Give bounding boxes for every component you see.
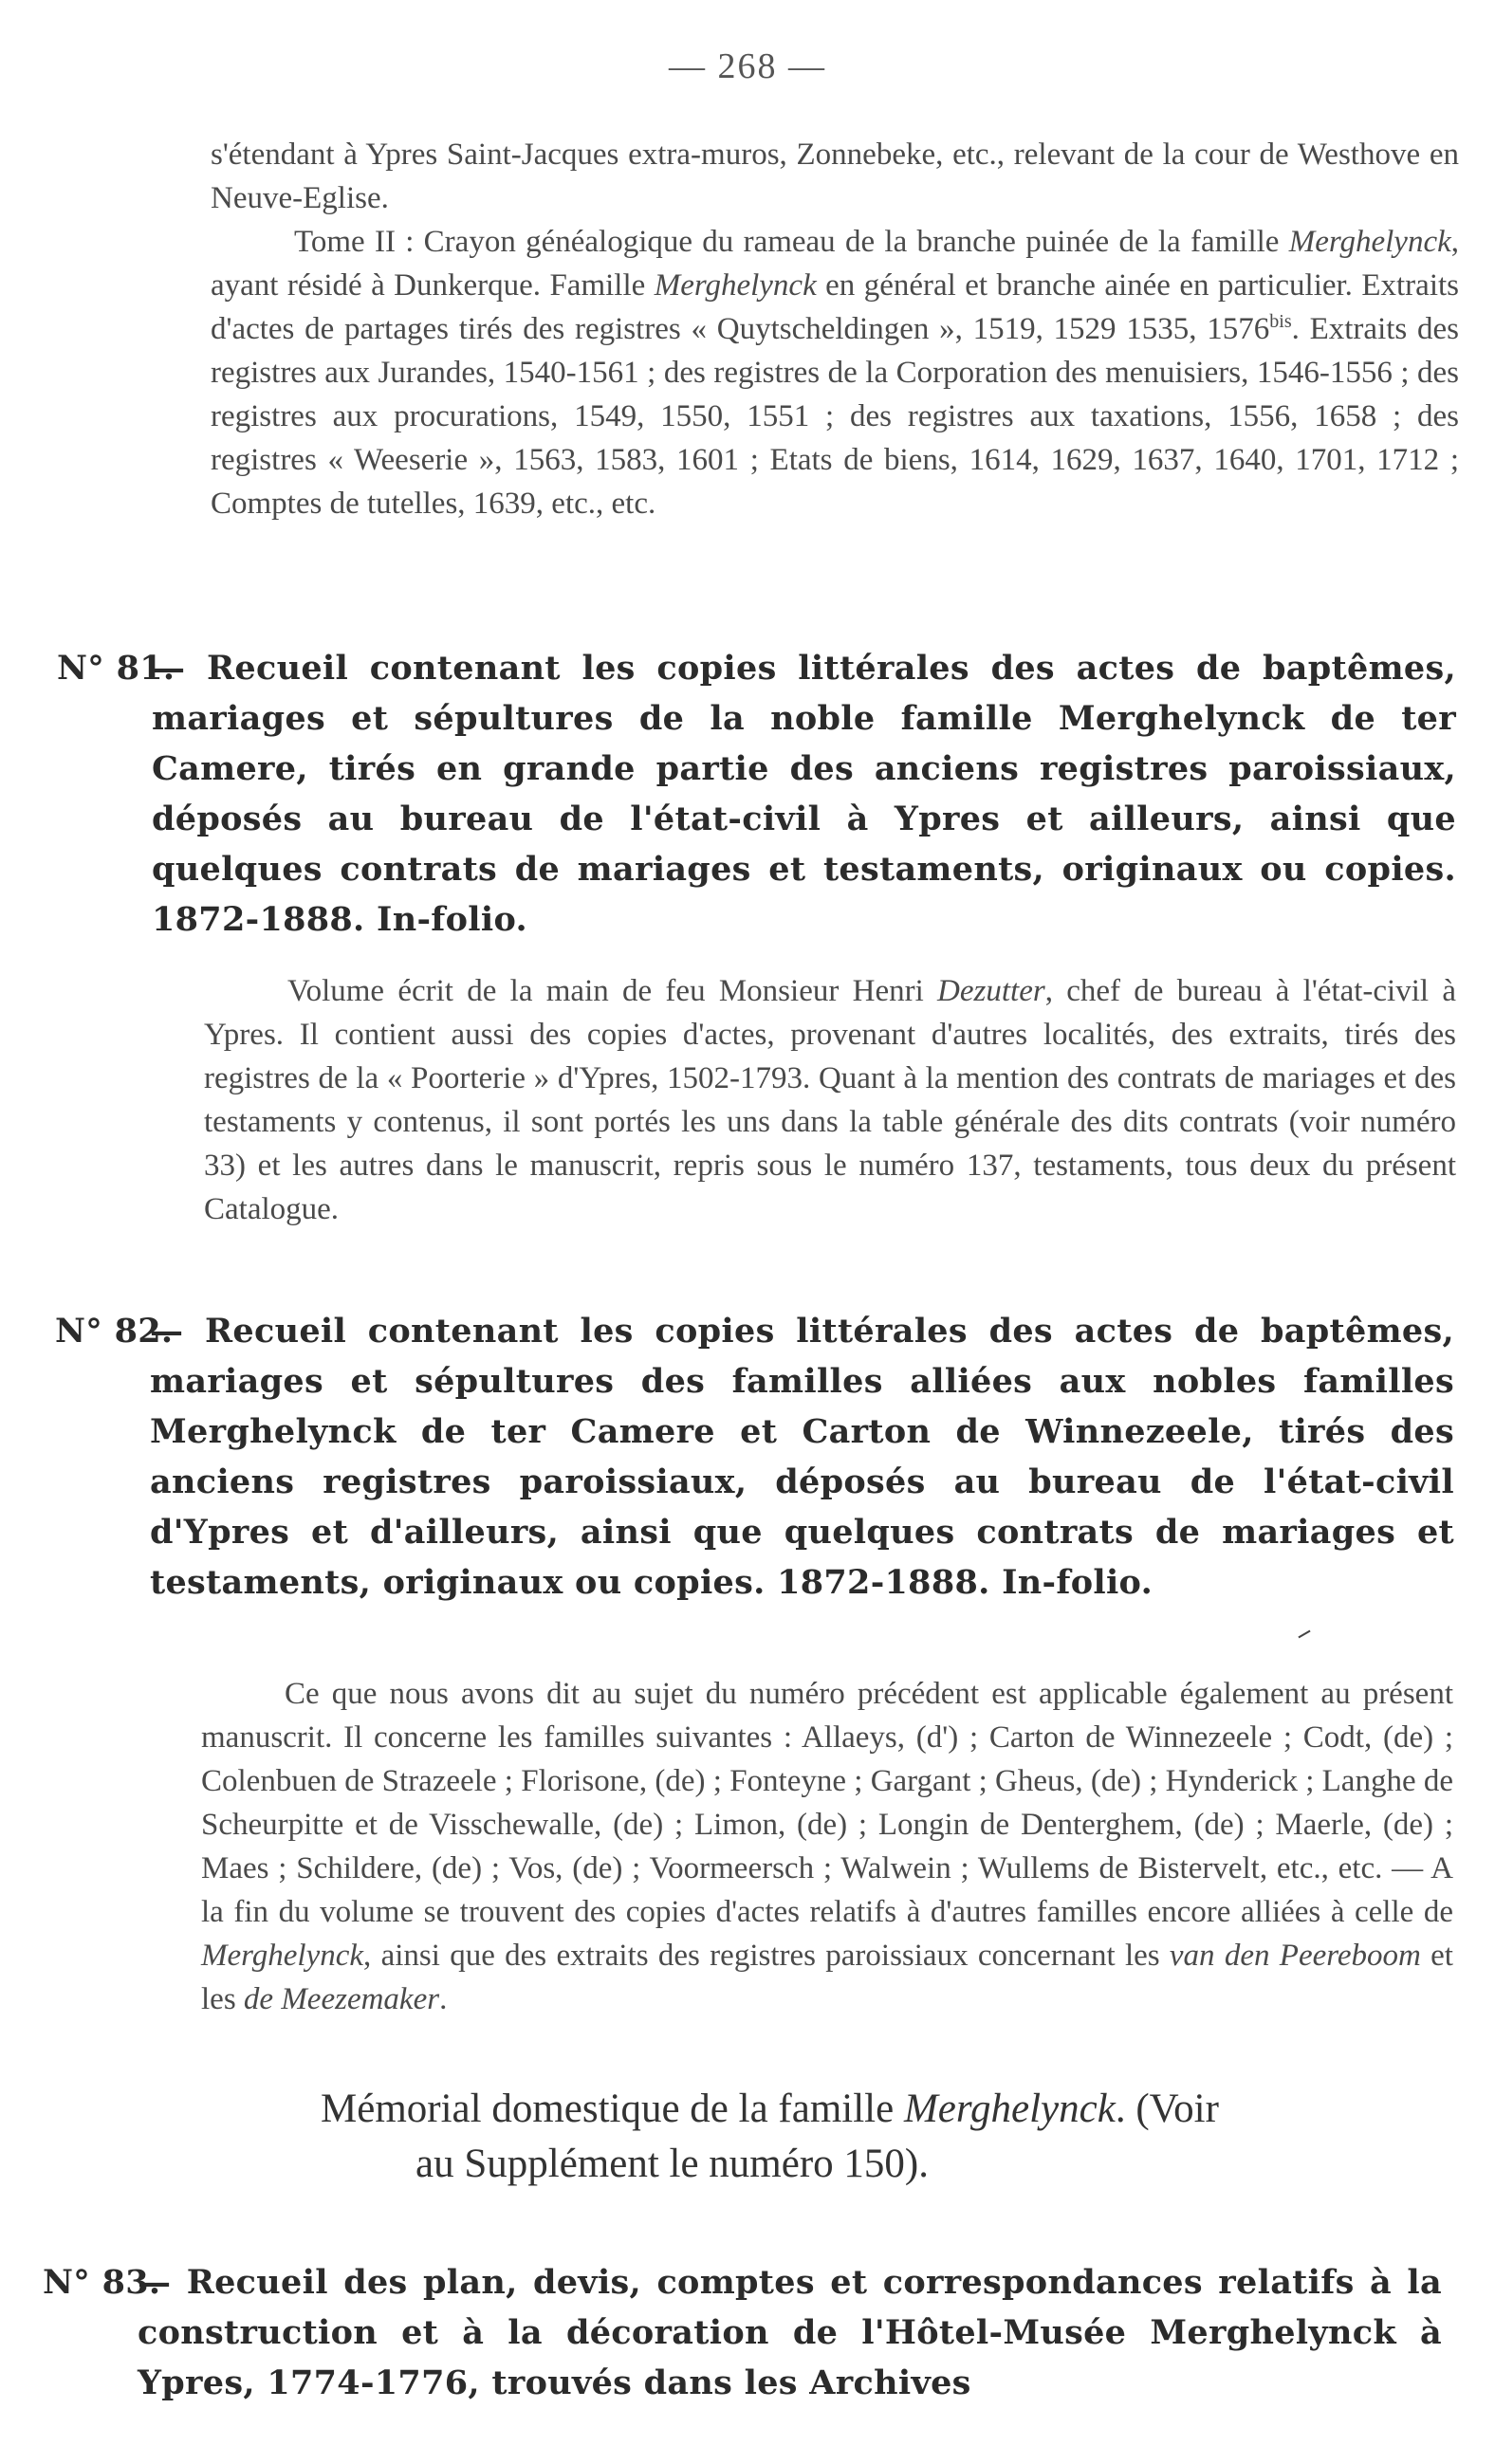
entry-82-note (201, 1672, 1453, 2021)
intro-paragraph (211, 133, 1459, 525)
catalogue-entry-81 (57, 643, 1456, 945)
memorial-text-b: . (Voir (1115, 2087, 1219, 2131)
family-name: Merghelynck (654, 268, 817, 303)
entry-number: N° 82. (55, 1312, 174, 1351)
page-number: — 268 — (669, 46, 826, 86)
entry-text: — Recueil des plan, devis, comptes et correspondances relatifs à la construction et à la décoration de l'Hôtel-Musée Merghelynck à Ypres, 1774-1776, trouvés dans les Archives (138, 2263, 1442, 2402)
family-name: Merghelynck (1288, 225, 1451, 259)
note-text (204, 969, 1456, 1231)
note-text-b: , chef de bureau à l'état-civil à Ypres. Il contient aussi des copies d'actes, provenant d'autres localités, des extraits, tirés des registres de la « Poorterie » d'Ypres, 1502-1793. Quant à la mention des contrats de mariages et des testaments y contenus, il sont portés les uns dans la table générale des dits contrats (voir numéro 33) et les autres dans le manuscrit, repris sous le numéro 137, testaments, tous deux du présent Catalogue. (204, 974, 1456, 1226)
note-text-a: Volume écrit de la main de feu Monsieur Henri (287, 974, 938, 1008)
tome-ii-text-c: en général et branche ainée en particulier. Extraits d'actes de partages tirés des registres « Quytscheldingen », 1519, 1529 1535, 1576 (211, 268, 1459, 346)
family-name: Merghelynck (201, 1939, 364, 1973)
note-text-d: . (439, 1982, 448, 2016)
tome-ii-paragraph (211, 220, 1459, 525)
tome-ii-text-d: . Extraits des registres aux Jurandes, 1540-1561 ; des registres de la Corporation des menuisiers, 1546-1556 ; des registres aux procurations, 1549, 1550, 1551 ; des registres aux taxations, 1556, 1658 ; des registres « Weeserie », 1563, 1583, 1601 ; Etats de biens, 1614, 1629, 1637, 1640, 1701, 1712 ; Comptes de tutelles, 1639, etc., etc. (211, 312, 1459, 521)
family-name: de Meezemaker (243, 1982, 440, 2016)
tome-ii-text-a: Tome II : Crayon généalogique du rameau de la branche puinée de la famille (294, 225, 1289, 259)
catalogue-entry-83 (43, 2257, 1442, 2408)
note-text-c: et les (201, 1939, 1453, 2016)
note-text-a: Ce que nous avons dit au sujet du numéro précédent est applicable également au présent manuscrit. Il concerne les familles suivantes : Allaeys, (d') ; Carton de Winnezeele ; Codt, (de) ; Colenbuen de Strazeele ; Florisone, (de) ; Fonteyne ; Gargant ; Gheus, (de) ; Hynderick ; Langhe de Scheurpitte et de Visschewalle, (de) ; Limon, (de) ; Longin de Denterghem, (de) ; Maerle, (de) ; Maes ; Schildere, (de) ; Vos, (de) ; Voormeersch ; Walwein ; Wullems de Bistervelt, etc., etc. — A la fin du volume se trouvent des copies d'actes relatifs à d'autres familles encore alliées à celle de (201, 1677, 1453, 1929)
family-name: van den Peereboom (1169, 1939, 1421, 1973)
memorial-line-2: au Supplément le numéro 150). (415, 2142, 929, 2186)
note-text (201, 1672, 1453, 2021)
intro-line: s'étendant à Ypres Saint-Jacques extra-muros, Zonnebeke, etc., relevant de la cour de Westhove en Neuve-Eglise. (211, 138, 1459, 215)
memorial-text-a: Mémorial domestique de la famille (321, 2087, 904, 2131)
person-name: Dezutter (937, 974, 1045, 1008)
entry-81-note (204, 969, 1456, 1231)
note-text-b: , ainsi que des extraits des registres paroissiaux concernant les (363, 1939, 1170, 1973)
entry-text: — Recueil contenant les copies littérales des actes de baptêmes, mariages et sépultures de la noble famille Merghelynck de ter Camere, tirés en grande partie des anciens registres paroissiaux, déposés au bureau de l'état-civil à Ypres et ailleurs, ainsi que quelques contrats de mariages et testaments, originaux ou copies. 1872-1888. In-folio. (152, 649, 1456, 939)
entry-text: — Recueil contenant les copies littérales des actes de baptêmes, mariages et sépultures des familles alliées aux nobles familles Merghelynck de ter Camere et Carton de Winnezeele, tirés des anciens registres paroissiaux, déposés au bureau de l'état-civil d'Ypres et d'ailleurs, ainsi que quelques contrats de mariages et testaments, originaux ou copies. 1872-1888. In-folio. (150, 1312, 1454, 1602)
stray-mark (1298, 1630, 1310, 1639)
entry-number: N° 81. (57, 649, 175, 688)
memorial-entry (321, 2082, 1445, 2192)
superscript-bis: bis (1269, 311, 1292, 332)
catalogue-entry-82 (55, 1306, 1454, 1608)
tome-ii-text-b: , ayant résidé à Dunkerque. Famille (211, 225, 1459, 303)
family-name: Merghelynck (903, 2087, 1116, 2131)
entry-number: N° 83. (43, 2263, 161, 2302)
